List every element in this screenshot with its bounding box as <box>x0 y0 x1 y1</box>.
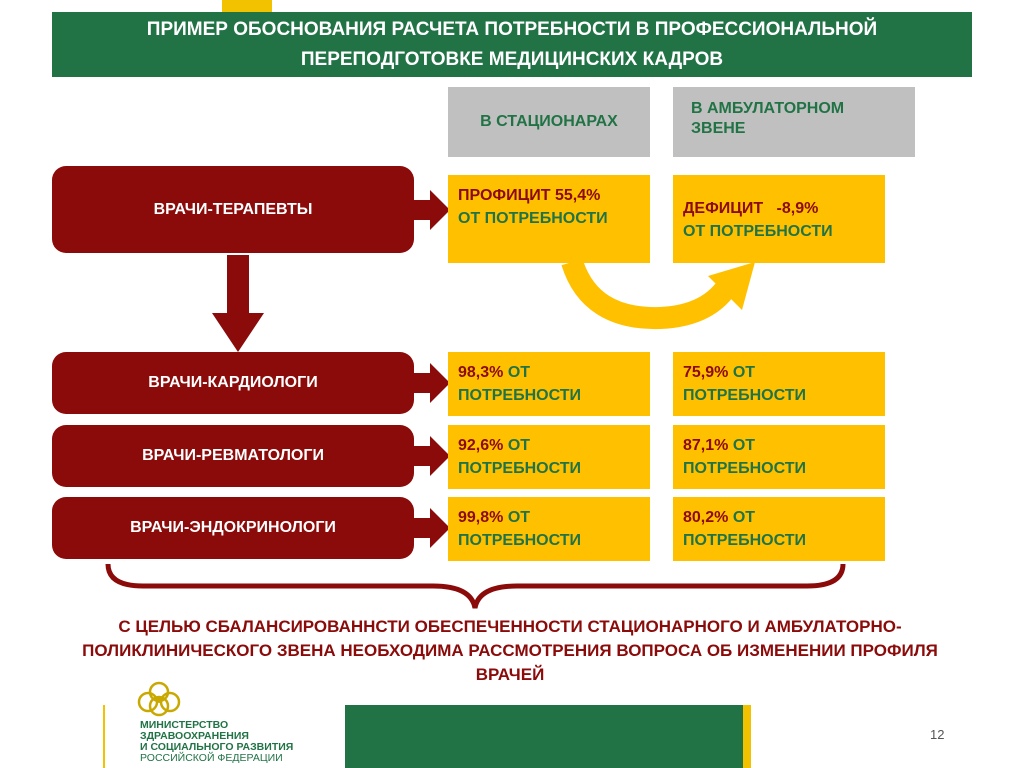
curved-arrow-icon <box>560 262 760 332</box>
rheumatologists-ambulatory-cell <box>673 425 885 489</box>
cardiologists-ambulatory-suffix: ОТ ПОТРЕБНОСТИ <box>683 364 806 404</box>
row-label-rheumatologists-text: ВРАЧИ-РЕВМАТОЛОГИ <box>142 447 324 464</box>
column-header-stationary-label: В СТАЦИОНАРАХ <box>480 113 618 130</box>
endocrinologists-stationary-cell <box>448 497 650 561</box>
column-header-ambulatory <box>673 87 915 157</box>
ministry-name <box>140 720 293 764</box>
row-label-cardiologists-text: ВРАЧИ-КАРДИОЛОГИ <box>148 374 318 391</box>
rheumatologists-ambulatory-value: 87,1% <box>683 437 729 454</box>
ministry-line: РОССИЙСКОЙ ФЕДЕРАЦИИ <box>140 752 283 764</box>
top-accent-bar <box>222 0 272 12</box>
page-number: 12 <box>930 727 945 742</box>
therapists-ambulatory-suffix: ОТ ПОТРЕБНОСТИ <box>683 223 833 240</box>
rheumatologists-ambulatory-suffix: ОТ ПОТРЕБНОСТИ <box>683 437 806 477</box>
footer-green-band <box>345 705 743 768</box>
column-header-stationary <box>448 87 650 157</box>
right-arrow-icon <box>412 436 450 476</box>
curly-brace-icon <box>103 562 848 612</box>
therapists-stationary-value: ПРОФИЦИТ 55,4% <box>458 187 601 204</box>
down-arrow-icon <box>212 255 264 352</box>
slide-header <box>52 12 972 77</box>
row-label-endocrinologists <box>52 497 414 559</box>
therapists-ambulatory-cell <box>673 175 885 263</box>
right-arrow-icon <box>412 190 450 230</box>
ministry-line: МИНИСТЕРСТВО <box>140 719 229 731</box>
endocrinologists-ambulatory-value: 80,2% <box>683 509 729 526</box>
cardiologists-stationary-suffix: ОТ ПОТРЕБНОСТИ <box>458 364 581 404</box>
endocrinologists-stationary-value: 99,8% <box>458 509 504 526</box>
therapists-stationary-suffix: ОТ ПОТРЕБНОСТИ <box>458 210 608 227</box>
endocrinologists-stationary-suffix: ОТ ПОТРЕБНОСТИ <box>458 509 581 549</box>
cardiologists-stationary-value: 98,3% <box>458 364 504 381</box>
row-label-therapists <box>52 166 414 253</box>
therapists-stationary-cell <box>448 175 650 263</box>
row-label-rheumatologists <box>52 425 414 487</box>
therapists-ambulatory-value: ДЕФИЦИТ -8,9% <box>683 200 819 217</box>
row-label-endocrinologists-text: ВРАЧИ-ЭНДОКРИНОЛОГИ <box>130 519 336 536</box>
row-label-cardiologists <box>52 352 414 414</box>
row-label-therapists-text: ВРАЧИ-ТЕРАПЕВТЫ <box>153 200 313 218</box>
ministry-line: ЗДРАВООХРАНЕНИЯ <box>140 730 249 742</box>
endocrinologists-ambulatory-cell <box>673 497 885 561</box>
right-arrow-icon <box>412 508 450 548</box>
column-header-ambulatory-label: В АМБУЛАТОРНОМ ЗВЕНЕ <box>691 100 845 137</box>
rheumatologists-stationary-suffix: ОТ ПОТРЕБНОСТИ <box>458 437 581 477</box>
endocrinologists-ambulatory-suffix: ОТ ПОТРЕБНОСТИ <box>683 509 806 549</box>
cardiologists-stationary-cell <box>448 352 650 416</box>
conclusion-text: С ЦЕЛЬЮ СБАЛАНСИРОВАННСТИ ОБЕСПЕЧЕННОСТИ СТАЦИОНАРНОГО И АМБУЛАТОРНО-ПОЛИКЛИНИЧЕСКОГО ЗВЕНА НЕОБХОДИМА РАССМОТРЕНИЯ ВОПРОСА ОБ ИЗМЕНЕНИИ ПРОФИЛЯ ВРАЧЕЙ <box>82 617 938 684</box>
cardiologists-ambulatory-cell <box>673 352 885 416</box>
footer-divider <box>103 705 105 768</box>
slide-title: ПРИМЕР ОБОСНОВАНИЯ РАСЧЕТА ПОТРЕБНОСТИ В ПРОФЕССИОНАЛЬНОЙ ПЕРЕПОДГОТОВКЕ МЕДИЦИНСКИХ КАДРОВ <box>146 18 878 70</box>
right-arrow-icon <box>412 363 450 403</box>
ministry-line: И СОЦИАЛЬНОГО РАЗВИТИЯ <box>140 741 294 753</box>
rheumatologists-stationary-cell <box>448 425 650 489</box>
footer-yellow-band <box>743 705 751 768</box>
rheumatologists-stationary-value: 92,6% <box>458 437 504 454</box>
cardiologists-ambulatory-value: 75,9% <box>683 364 729 381</box>
